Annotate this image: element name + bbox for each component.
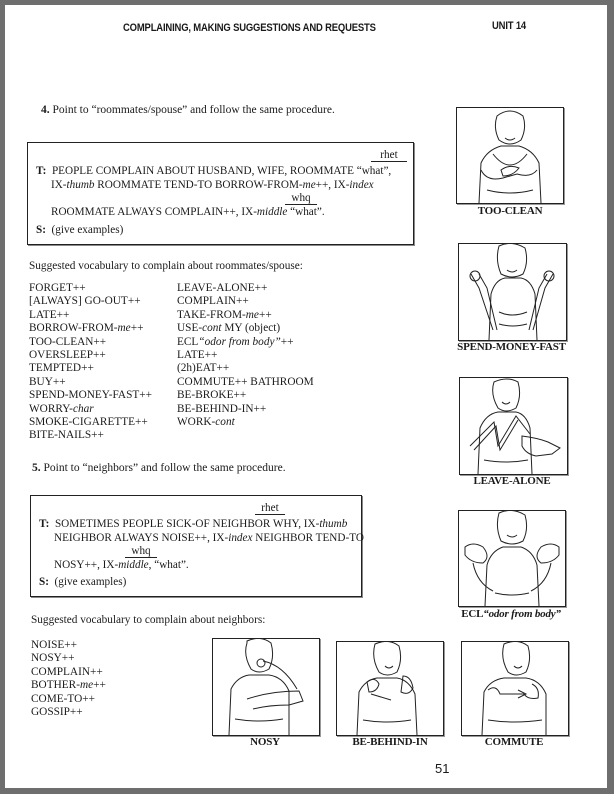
vocab-gloss-italic: char bbox=[72, 402, 94, 415]
student-text: (give examples) bbox=[54, 576, 127, 588]
vocab-gloss: SMOKE-CIGARETTE++ bbox=[29, 416, 148, 429]
student-text: (give examples) bbox=[51, 224, 124, 236]
vocab-item bbox=[177, 282, 314, 295]
text-italic: index bbox=[349, 179, 374, 191]
section-4-instruction bbox=[41, 103, 335, 117]
vocab-item bbox=[177, 376, 314, 389]
vocab-item bbox=[177, 295, 314, 308]
leave-alone-illustration bbox=[459, 377, 568, 475]
vocab-item bbox=[177, 322, 314, 335]
section-5-instruction-text: Point to “neighbors” and follow the same procedure. bbox=[43, 462, 286, 474]
student-label: S: bbox=[39, 576, 49, 588]
vocab-gloss: NOISE++ bbox=[31, 639, 78, 651]
signer-figure-icon bbox=[460, 378, 567, 474]
vocab-gloss-suffix: ++ bbox=[93, 679, 106, 692]
text-italic: middle bbox=[256, 206, 288, 218]
vocab-item bbox=[31, 693, 106, 706]
vocab-gloss: [ALWAYS] GO-OUT++ bbox=[29, 295, 141, 308]
vocab-gloss-suffix: ++ bbox=[280, 335, 294, 348]
text: ++, IX- bbox=[315, 179, 350, 191]
text-italic: thumb bbox=[66, 179, 95, 191]
section-4-number: 4. bbox=[41, 104, 50, 116]
text: SOMETIMES PEOPLE SICK-OF NEIGHBOR WHY, IX- bbox=[54, 518, 320, 530]
vocab-gloss: WORRY- bbox=[29, 402, 73, 415]
vocab-item bbox=[29, 429, 152, 442]
vocab-item bbox=[29, 349, 152, 362]
vocab-gloss-italic: cont bbox=[202, 322, 222, 335]
vocab-item bbox=[31, 706, 106, 719]
teacher-line-3 bbox=[51, 206, 325, 218]
text-italic: me bbox=[302, 179, 316, 191]
caption-text-italic: “odor from body” bbox=[483, 608, 561, 620]
vocab-gloss: LEAVE-ALONE++ bbox=[177, 282, 268, 294]
vocab-item bbox=[29, 416, 152, 429]
ecl-odor-illustration bbox=[458, 510, 566, 607]
vocab-item bbox=[29, 336, 152, 349]
teacher-line-3 bbox=[54, 559, 189, 571]
commute-caption: COMMUTE bbox=[484, 736, 544, 748]
vocab-gloss-italic: me bbox=[245, 308, 259, 321]
vocab-item bbox=[29, 309, 152, 322]
vocab-gloss: USE- bbox=[177, 322, 203, 335]
commute-illustration bbox=[461, 641, 569, 736]
signer-figure-icon bbox=[462, 642, 568, 735]
ecl-odor-caption bbox=[446, 608, 576, 620]
vocab-gloss: GOSSIP++ bbox=[31, 706, 83, 719]
whq-marker: whq bbox=[285, 192, 317, 205]
vocab-item bbox=[29, 322, 152, 335]
teacher-line-1 bbox=[39, 518, 347, 530]
leave-alone-caption: LEAVE-ALONE bbox=[473, 475, 551, 487]
vocab-gloss-italic: cont bbox=[215, 416, 235, 429]
student-label: S: bbox=[36, 224, 46, 236]
vocab-gloss: SPEND-MONEY-FAST++ bbox=[29, 389, 153, 402]
section-5-dialog-box bbox=[30, 495, 362, 597]
vocab-item bbox=[177, 362, 314, 375]
teacher-line-1 bbox=[36, 165, 391, 177]
spend-money-fast-illustration bbox=[458, 243, 567, 341]
vocab-gloss: COME-TO++ bbox=[31, 692, 95, 705]
vocab-item bbox=[177, 403, 314, 416]
vocab-gloss: TAKE-FROM- bbox=[177, 308, 246, 321]
vocab-item bbox=[31, 666, 106, 679]
text: NEIGHBOR TEND-TO bbox=[252, 532, 364, 544]
student-line bbox=[36, 224, 123, 236]
vocab-gloss: BUY++ bbox=[29, 375, 66, 388]
vocab-gloss: ECL bbox=[177, 335, 199, 348]
vocab-gloss-italic: me bbox=[117, 322, 131, 335]
section-5-instruction bbox=[32, 461, 286, 475]
vocab-gloss: OVERSLEEP++ bbox=[29, 349, 106, 362]
vocab-item bbox=[177, 416, 314, 429]
book-page bbox=[5, 5, 607, 788]
too-clean-illustration bbox=[456, 107, 564, 204]
vocab-gloss-suffix: MY (object) bbox=[221, 322, 281, 335]
vocab-item bbox=[177, 309, 314, 322]
vocab-gloss: NOSY++ bbox=[31, 652, 75, 665]
vocab-item bbox=[29, 282, 152, 295]
be-behind-in-illustration bbox=[336, 641, 444, 736]
vocab-gloss-suffix: ++ bbox=[130, 322, 144, 335]
vocab-gloss-italic: me bbox=[79, 679, 94, 692]
vocab-item bbox=[31, 652, 106, 665]
teacher-text-1: PEOPLE COMPLAIN ABOUT HUSBAND, WIFE, ROOMMATE “what”, bbox=[51, 165, 392, 177]
teacher-line-2 bbox=[54, 532, 364, 544]
caption-text: ECL bbox=[461, 608, 484, 620]
nosy-illustration bbox=[212, 638, 320, 736]
too-clean-caption: TOO-CLEAN bbox=[477, 205, 543, 217]
signer-figure-icon bbox=[213, 639, 319, 735]
vocab-gloss-suffix: ++ bbox=[258, 308, 272, 321]
signer-figure-icon bbox=[459, 511, 565, 606]
student-line bbox=[39, 576, 126, 588]
vocab-item bbox=[29, 362, 152, 375]
section-5-number: 5. bbox=[32, 462, 41, 474]
vocab-gloss: TEMPTED++ bbox=[29, 362, 94, 375]
vocab-gloss: LATE++ bbox=[177, 349, 218, 362]
page-number: 51 bbox=[435, 761, 450, 776]
nosy-caption: NOSY bbox=[250, 736, 280, 748]
whq-marker: whq bbox=[125, 545, 157, 558]
text-italic: index bbox=[228, 532, 253, 544]
vocab-gloss: COMPLAIN++ bbox=[177, 295, 249, 308]
text-italic: thumb bbox=[319, 518, 348, 530]
vocab-gloss: BOTHER- bbox=[31, 679, 80, 692]
vocab-gloss: LATE++ bbox=[29, 308, 70, 321]
signer-figure-icon bbox=[457, 108, 563, 203]
unit-label: UNIT 14 bbox=[492, 20, 527, 32]
signer-figure-icon bbox=[337, 642, 443, 735]
vocab-gloss: BORROW-FROM- bbox=[29, 322, 118, 335]
vocab-item bbox=[29, 295, 152, 308]
vocab-gloss: FORGET++ bbox=[29, 282, 86, 294]
text: “what”. bbox=[287, 206, 325, 218]
vocab-item bbox=[31, 639, 106, 652]
vocab-gloss-italic: “odor from body” bbox=[198, 335, 281, 348]
vocab-item bbox=[29, 376, 152, 389]
vocab-item bbox=[29, 403, 152, 416]
vocab-gloss: WORK- bbox=[177, 416, 216, 429]
text: IX- bbox=[51, 179, 67, 191]
text: ROOMMATE ALWAYS COMPLAIN++, IX- bbox=[51, 206, 257, 218]
vocab-item bbox=[177, 349, 314, 362]
text: NEIGHBOR ALWAYS NOISE++, IX- bbox=[54, 532, 229, 544]
page-title: COMPLAINING, MAKING SUGGESTIONS AND REQUESTS bbox=[123, 22, 376, 34]
teacher-line-2 bbox=[51, 179, 374, 191]
teacher-label: T: bbox=[39, 518, 50, 530]
vocab-gloss: BE-BEHIND-IN++ bbox=[177, 402, 267, 415]
text-italic: middle bbox=[118, 559, 149, 571]
rhet-marker: rhet bbox=[255, 502, 285, 515]
vocab-item bbox=[31, 679, 106, 692]
signer-figure-icon bbox=[459, 244, 566, 340]
vocab-gloss: COMPLAIN++ bbox=[31, 665, 103, 678]
vocab-gloss: (2h)EAT++ bbox=[177, 362, 230, 375]
section-4-instruction-text: Point to “roommates/spouse” and follow the same procedure. bbox=[52, 104, 335, 116]
section-4-dialog-box bbox=[27, 142, 414, 245]
vocab-item bbox=[177, 389, 314, 402]
vocab-item bbox=[177, 336, 314, 349]
be-behind-in-caption: BE-BEHIND-IN bbox=[352, 736, 428, 748]
vocab-gloss: BITE-NAILS++ bbox=[29, 429, 104, 442]
text: , “what”. bbox=[148, 559, 189, 571]
section-5-vocab-list bbox=[31, 639, 106, 719]
section-4-vocab-col-1 bbox=[29, 282, 152, 443]
vocab-item bbox=[29, 389, 152, 402]
text: NOSY++, IX- bbox=[54, 559, 119, 571]
section-5-vocab-intro: Suggested vocabulary to complain about neighbors: bbox=[31, 614, 266, 626]
rhet-marker: rhet bbox=[371, 149, 407, 162]
text: ROOMMATE TEND-TO BORROW-FROM- bbox=[94, 179, 303, 191]
vocab-gloss: TOO-CLEAN++ bbox=[29, 335, 107, 348]
section-4-vocab-intro: Suggested vocabulary to complain about roommates/spouse: bbox=[29, 260, 303, 272]
spend-money-fast-caption: SPEND-MONEY-FAST bbox=[457, 341, 566, 353]
teacher-label: T: bbox=[36, 165, 47, 177]
section-4-vocab-col-2 bbox=[177, 282, 314, 429]
vocab-gloss: BE-BROKE++ bbox=[177, 389, 247, 402]
vocab-gloss: COMMUTE++ BATHROOM bbox=[177, 375, 314, 388]
